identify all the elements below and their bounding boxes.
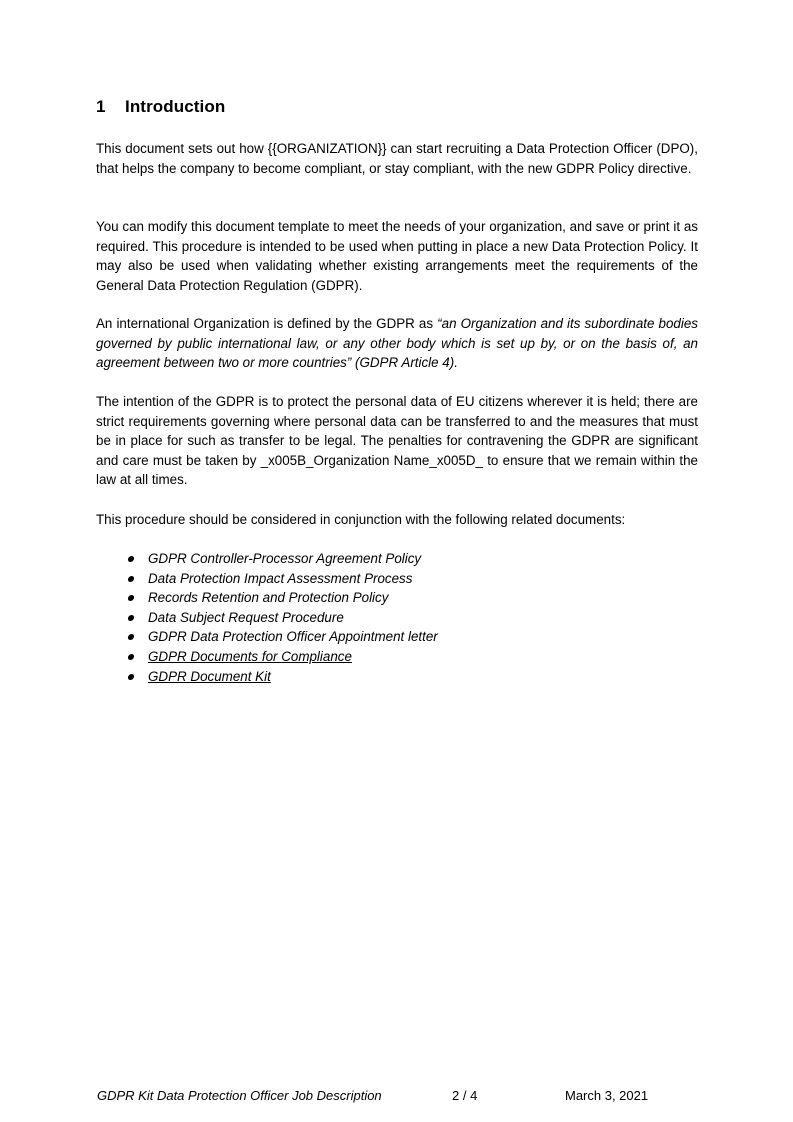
bullet-icon xyxy=(127,634,134,640)
bullet-icon xyxy=(127,615,134,621)
footer-document-title: GDPR Kit Data Protection Officer Job Description xyxy=(97,1088,382,1103)
list-item-label: Data Subject Request Procedure xyxy=(148,609,344,625)
bullet-icon xyxy=(127,595,134,601)
definition-quote: “an Organization and its subordinate bodies governed by public international law, or any other body which is set up by, or on the basis of, an agreement between two or more countries” (GDPR Article 4). xyxy=(96,316,698,371)
bullet-icon xyxy=(127,556,134,562)
list-item-link xyxy=(128,667,438,687)
related-documents-list xyxy=(128,549,438,686)
list-item xyxy=(128,627,438,647)
definition-lead-text: An international Organization is defined by the GDPR as xyxy=(96,316,438,331)
gdpr-document-kit-link[interactable]: GDPR Document Kit xyxy=(148,668,271,684)
intro-paragraph-1: This document sets out how {{ORGANIZATION}} can start recruiting a Data Protection Officer (DPO), that helps the company to become compliant, or stay compliant, with the new GDPR Policy directive. xyxy=(96,141,698,176)
list-item xyxy=(128,569,438,589)
section-number: 1 xyxy=(96,97,106,116)
list-item-label: GDPR Data Protection Officer Appointment letter xyxy=(148,629,438,645)
footer-page-number: 2 / 4 xyxy=(452,1088,478,1103)
gdpr-documents-for-compliance-link[interactable]: GDPR Documents for Compliance xyxy=(148,648,352,664)
list-item xyxy=(128,588,438,608)
bullet-icon xyxy=(127,654,134,660)
list-item xyxy=(128,549,438,569)
list-item-label: GDPR Controller-Processor Agreement Policy xyxy=(148,551,422,566)
intro-paragraph-4: The intention of the GDPR is to protect the personal data of EU citizens wherever it is held; there are strict requirements governing where personal data can be transferred to and the measures that must be in place for such as transfer to be legal. The penalties for contravening the GDPR are significant and care must be taken by _x005B_Organization Name_x005D_ to ensure that we remain within the law at all times. xyxy=(96,394,698,488)
section-title: Introduction xyxy=(125,97,226,116)
intro-paragraph-2: You can modify this document template to meet the needs of your organization, and save or print it as required. This procedure is intended to be used when putting in place a new Data Protection Policy. It may also be used when validating whether existing arrangements meet the requirements of the General Data Protection Regulation (GDPR). xyxy=(96,219,698,293)
footer-date: March 3, 2021 xyxy=(565,1088,649,1103)
section-heading xyxy=(96,97,225,117)
list-item-label: Records Retention and Protection Policy xyxy=(148,590,389,606)
bullet-icon xyxy=(127,576,134,582)
list-item-label: Data Protection Impact Assessment Process xyxy=(148,570,413,586)
page-footer xyxy=(0,1088,793,1108)
list-item xyxy=(128,608,438,628)
intro-paragraph-5: This procedure should be considered in conjunction with the following related documents: xyxy=(96,512,626,527)
bullet-icon xyxy=(127,674,134,680)
list-item-link xyxy=(128,647,438,667)
intro-paragraph-3 xyxy=(96,314,698,373)
